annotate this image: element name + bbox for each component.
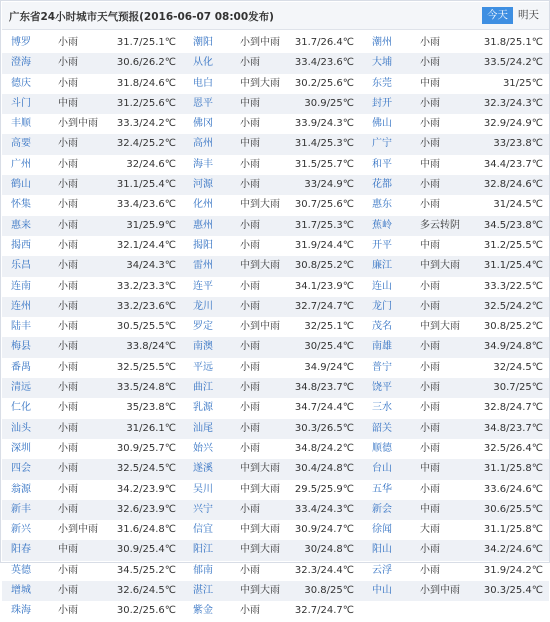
weather-text: 小雨	[58, 483, 78, 495]
temperature-range: 33.5/24.2℃	[483, 57, 543, 69]
temperature-range: 30.9/25.7℃	[116, 442, 176, 454]
city-link[interactable]: 始兴	[193, 442, 213, 454]
weather-text: 小雨	[420, 564, 440, 576]
forecast-table	[2, 33, 549, 622]
weather-text: 小雨	[420, 382, 440, 394]
city-link[interactable]: 恩平	[193, 97, 213, 109]
city-link[interactable]: 佛冈	[193, 118, 213, 130]
city-link[interactable]: 吴川	[193, 483, 213, 495]
weather-text: 小雨	[420, 402, 440, 414]
temperature-range: 32.5/26.4℃	[483, 442, 543, 454]
temperature-range: 30.6/26.2℃	[116, 57, 176, 69]
weather-text: 小雨	[240, 503, 260, 515]
city-link[interactable]: 龙川	[193, 300, 213, 312]
weather-text: 小雨	[240, 118, 260, 130]
table-row	[2, 561, 549, 581]
table-row	[2, 216, 549, 236]
temperature-range: 30.8/25℃	[304, 585, 354, 597]
city-link[interactable]: 湛江	[193, 585, 213, 597]
temperature-range: 32.1/24.4℃	[116, 239, 176, 251]
temperature-range: 34.9/24.8℃	[483, 341, 543, 353]
day-tabs	[482, 7, 544, 24]
temperature-range: 33.5/24.8℃	[116, 382, 176, 394]
city-link[interactable]: 河源	[193, 179, 213, 191]
temperature-range: 30.5/25.5℃	[116, 321, 176, 333]
weather-text: 小雨	[240, 402, 260, 414]
city-link[interactable]: 惠来	[11, 219, 31, 231]
temperature-range: 32.3/24.3℃	[483, 97, 543, 109]
city-link[interactable]: 花都	[372, 179, 392, 191]
temperature-range: 31.1/25.4℃	[483, 260, 543, 272]
city-link[interactable]: 平远	[193, 361, 213, 373]
temperature-range: 31.2/25.5℃	[483, 239, 543, 251]
city-link[interactable]: 和平	[372, 158, 392, 170]
city-link[interactable]: 高要	[11, 138, 31, 150]
temperature-range: 31/26.1℃	[126, 422, 176, 434]
temperature-range: 31.2/25.6℃	[116, 97, 176, 109]
temperature-range: 32/24.5℃	[493, 361, 543, 373]
city-link[interactable]: 澄海	[11, 57, 31, 69]
temperature-range: 30.4/24.8℃	[294, 463, 354, 475]
temperature-range: 31.5/25.7℃	[294, 158, 354, 170]
city-link[interactable]: 增城	[11, 585, 31, 597]
city-link[interactable]: 广宁	[372, 138, 392, 150]
temperature-range: 33.3/22.5℃	[483, 280, 543, 292]
weather-text: 小雨	[58, 321, 78, 333]
temperature-range: 32.6/24.5℃	[116, 585, 176, 597]
weather-text: 小雨	[58, 382, 78, 394]
weather-text: 小雨	[420, 483, 440, 495]
table-row	[2, 33, 549, 53]
weather-text: 小雨	[420, 361, 440, 373]
weather-text: 小雨	[58, 402, 78, 414]
city-link[interactable]: 从化	[193, 57, 213, 69]
weather-text: 大雨	[420, 524, 440, 536]
city-link[interactable]: 兴宁	[193, 503, 213, 515]
city-link[interactable]: 龙门	[372, 300, 392, 312]
temperature-range: 34.5/25.2℃	[116, 564, 176, 576]
weather-text: 小雨	[58, 463, 78, 475]
city-link[interactable]: 五华	[372, 483, 392, 495]
city-link[interactable]: 雷州	[193, 260, 213, 272]
temperature-range: 31.6/24.8℃	[116, 524, 176, 536]
temperature-range: 33.4/24.3℃	[294, 503, 354, 515]
table-row	[2, 398, 549, 418]
city-link[interactable]: 阳江	[193, 544, 213, 556]
table-row	[2, 53, 549, 73]
weather-text: 小雨	[240, 158, 260, 170]
temperature-range: 33.8/24℃	[126, 341, 176, 353]
weather-text: 小雨	[58, 300, 78, 312]
weather-text: 中到大雨	[420, 260, 460, 272]
table-row	[2, 581, 549, 601]
city-link[interactable]: 揭西	[11, 239, 31, 251]
temperature-range: 33.6/24.6℃	[483, 483, 543, 495]
weather-text: 小雨	[240, 422, 260, 434]
temperature-range: 34.9/24℃	[304, 361, 354, 373]
temperature-range: 31.1/25.8℃	[483, 463, 543, 475]
weather-text: 小雨	[58, 219, 78, 231]
weather-text: 小雨	[420, 341, 440, 353]
table-row	[2, 358, 549, 378]
weather-text: 小雨	[420, 97, 440, 109]
weather-text: 小雨	[58, 138, 78, 150]
temperature-range: 30/25.4℃	[304, 341, 354, 353]
table-row	[2, 114, 549, 134]
table-row	[2, 459, 549, 479]
weather-text: 小到中雨	[58, 524, 98, 536]
panel-title: 广东省24小时城市天气预报(2016-06-07 08:00发布)	[9, 11, 274, 23]
temperature-range: 32.7/24.7℃	[294, 605, 354, 617]
table-row	[2, 297, 549, 317]
temperature-range: 34.8/24.2℃	[294, 442, 354, 454]
city-link[interactable]: 遂溪	[193, 463, 213, 475]
city-link[interactable]: 封开	[372, 97, 392, 109]
temperature-range: 32.8/24.6℃	[483, 179, 543, 191]
weather-text: 小雨	[58, 605, 78, 617]
temperature-range: 31/25℃	[502, 77, 543, 89]
temperature-range: 32.7/24.7℃	[294, 300, 354, 312]
city-link[interactable]: 电白	[193, 77, 213, 89]
city-link[interactable]: 郁南	[193, 564, 213, 576]
temperature-range: 34.5/23.8℃	[483, 219, 543, 231]
city-link[interactable]: 阳春	[11, 544, 31, 556]
city-link[interactable]: 广州	[11, 158, 31, 170]
temperature-range: 31.7/25.1℃	[116, 37, 176, 48]
city-link[interactable]: 揭阳	[193, 239, 213, 251]
temperature-range: 30.3/26.5℃	[294, 422, 354, 434]
temperature-range: 30.2/25.6℃	[116, 605, 176, 617]
weather-text: 小雨	[58, 361, 78, 373]
weather-text: 小到中雨	[240, 37, 280, 48]
weather-text: 小雨	[58, 158, 78, 170]
city-link[interactable]: 博罗	[11, 37, 31, 48]
weather-text: 小雨	[58, 37, 78, 48]
city-link[interactable]: 新兴	[11, 524, 31, 536]
city-link[interactable]: 珠海	[11, 605, 31, 617]
weather-text: 小雨	[58, 199, 78, 211]
weather-text: 小雨	[240, 361, 260, 373]
table-row	[2, 277, 549, 297]
city-link[interactable]: 茂名	[372, 321, 392, 333]
weather-text: 中雨	[240, 97, 260, 109]
table-row	[2, 540, 549, 560]
temperature-range: 34.1/23.9℃	[294, 280, 354, 292]
weather-text: 小到中雨	[420, 585, 460, 597]
city-link[interactable]: 惠州	[193, 219, 213, 231]
temperature-range: 33.2/23.3℃	[116, 280, 176, 292]
temperature-range: 31.1/25.4℃	[116, 179, 176, 191]
table-row	[2, 175, 549, 195]
weather-text: 中到大雨	[240, 77, 280, 89]
city-link[interactable]: 高州	[193, 138, 213, 150]
city-link[interactable]: 韶关	[372, 422, 392, 434]
weather-text: 小雨	[420, 118, 440, 130]
city-link[interactable]: 佛山	[372, 118, 392, 130]
city-link[interactable]: 阳山	[372, 544, 392, 556]
temperature-range: 34.8/23.7℃	[294, 382, 354, 394]
city-link[interactable]: 汕头	[11, 422, 31, 434]
city-link[interactable]: 潮阳	[193, 37, 213, 48]
weather-text: 中雨	[420, 503, 440, 515]
weather-text: 小雨	[58, 585, 78, 597]
weather-text: 小雨	[240, 442, 260, 454]
weather-text: 小雨	[420, 57, 440, 69]
temperature-range: 30.9/25.4℃	[116, 544, 176, 556]
weather-text: 小雨	[58, 503, 78, 515]
panel-header	[2, 2, 549, 30]
city-link[interactable]: 顺德	[372, 442, 392, 454]
weather-text: 小雨	[58, 77, 78, 89]
weather-text: 小雨	[58, 280, 78, 292]
temperature-range: 33.4/23.6℃	[294, 57, 354, 69]
temperature-range: 33.2/23.6℃	[116, 300, 176, 312]
city-link[interactable]: 梅县	[11, 341, 31, 353]
temperature-range: 34.2/24.6℃	[483, 544, 543, 556]
city-link[interactable]: 斗门	[11, 97, 31, 109]
city-link[interactable]: 深圳	[11, 442, 31, 454]
weather-text: 中雨	[420, 463, 440, 475]
city-link[interactable]: 蕉岭	[372, 219, 392, 231]
weather-text: 小雨	[58, 341, 78, 353]
temperature-range: 35/23.8℃	[126, 402, 176, 414]
weather-text: 多云转阴	[420, 219, 460, 231]
weather-text: 小雨	[240, 239, 260, 251]
city-link[interactable]: 连州	[11, 300, 31, 312]
city-link[interactable]: 新会	[372, 503, 392, 515]
temperature-range: 32.5/24.2℃	[483, 300, 543, 312]
table-row	[2, 419, 549, 439]
city-link[interactable]: 云浮	[372, 564, 392, 576]
temperature-range: 30.9/24.7℃	[294, 524, 354, 536]
weather-text: 中到大雨	[420, 321, 460, 333]
weather-text: 中雨	[420, 77, 440, 89]
temperature-range: 34.8/23.7℃	[483, 422, 543, 434]
city-link[interactable]: 怀集	[11, 199, 31, 211]
weather-text: 小雨	[58, 57, 78, 69]
temperature-range: 34.7/24.4℃	[294, 402, 354, 414]
weather-text: 小雨	[420, 37, 440, 48]
weather-text: 中雨	[420, 158, 440, 170]
temperature-range: 30.8/25.2℃	[483, 321, 543, 333]
city-link[interactable]: 海丰	[193, 158, 213, 170]
weather-text: 小雨	[420, 199, 440, 211]
city-link[interactable]: 化州	[193, 199, 213, 211]
weather-text: 小雨	[58, 422, 78, 434]
temperature-range: 31/25.9℃	[126, 219, 176, 231]
weather-text: 中到大雨	[240, 260, 280, 272]
temperature-range: 34/24.3℃	[126, 260, 176, 272]
city-link[interactable]: 台山	[372, 463, 392, 475]
city-link[interactable]: 开平	[372, 239, 392, 251]
temperature-range: 30.7/25℃	[493, 382, 543, 394]
temperature-range: 29.5/25.9℃	[294, 483, 354, 495]
weather-text: 小雨	[240, 382, 260, 394]
temperature-range: 33.4/23.6℃	[116, 199, 176, 211]
weather-text: 小雨	[240, 341, 260, 353]
weather-text: 中到大雨	[240, 544, 280, 556]
weather-text: 小雨	[58, 179, 78, 191]
temperature-range: 31.1/25.8℃	[483, 524, 543, 536]
weather-text: 小雨	[58, 239, 78, 251]
city-link[interactable]: 大埔	[372, 57, 392, 69]
table-row	[2, 155, 549, 175]
city-link[interactable]: 英德	[11, 564, 31, 576]
temperature-range: 30.9/25℃	[304, 97, 354, 109]
table-row	[2, 378, 549, 398]
city-link[interactable]: 连平	[193, 280, 213, 292]
city-link[interactable]: 曲江	[193, 382, 213, 394]
weather-text: 中到大雨	[240, 483, 280, 495]
weather-text: 小雨	[240, 57, 260, 69]
weather-text: 小雨	[420, 179, 440, 191]
city-link[interactable]: 德庆	[11, 77, 31, 89]
temperature-range: 32.4/25.2℃	[116, 138, 176, 150]
temperature-range: 30.3/25.4℃	[483, 585, 543, 597]
temperature-range: 30/24.8℃	[304, 544, 354, 556]
city-link[interactable]: 普宁	[372, 361, 392, 373]
city-link[interactable]: 陆丰	[11, 321, 31, 333]
city-link[interactable]: 惠东	[372, 199, 392, 211]
weather-text: 小雨	[58, 260, 78, 272]
temperature-range: 32.9/24.9℃	[483, 118, 543, 130]
weather-text: 小雨	[58, 442, 78, 454]
temperature-range: 32/24.6℃	[126, 158, 176, 170]
weather-text: 小雨	[420, 300, 440, 312]
city-link[interactable]: 廉江	[372, 260, 392, 272]
temperature-range: 30.7/25.6℃	[294, 199, 354, 211]
weather-text: 中雨	[240, 138, 260, 150]
table-row	[2, 236, 549, 256]
weather-text: 中雨	[58, 544, 78, 556]
table-row	[2, 337, 549, 357]
temperature-range: 32.5/25.5℃	[116, 361, 176, 373]
city-link[interactable]: 翁源	[11, 483, 31, 495]
city-link[interactable]: 徐闻	[372, 524, 392, 536]
city-link[interactable]: 东莞	[372, 77, 392, 89]
table-row	[2, 74, 549, 94]
city-link[interactable]: 三水	[372, 402, 392, 414]
weather-text: 小雨	[240, 564, 260, 576]
weather-text: 中到大雨	[240, 524, 280, 536]
temperature-range: 33.9/24.3℃	[294, 118, 354, 130]
temperature-range: 31.9/24.4℃	[294, 239, 354, 251]
weather-text: 小雨	[240, 219, 260, 231]
temperature-range: 33/24.9℃	[304, 179, 354, 191]
city-link[interactable]: 南雄	[372, 341, 392, 353]
temperature-range: 32.6/23.9℃	[116, 503, 176, 515]
weather-text: 小雨	[240, 605, 260, 617]
weather-text: 小雨	[240, 300, 260, 312]
weather-text: 中到大雨	[240, 463, 280, 475]
city-link[interactable]: 乳源	[193, 402, 213, 414]
temperature-range: 34.4/23.7℃	[483, 158, 543, 170]
city-link[interactable]: 潮州	[372, 37, 392, 48]
table-row	[2, 439, 549, 459]
weather-text: 中雨	[420, 239, 440, 251]
temperature-range: 30.6/25.5℃	[483, 503, 543, 515]
table-row	[2, 520, 549, 540]
city-link[interactable]: 新丰	[11, 503, 31, 515]
temperature-range: 31.7/25.3℃	[294, 219, 354, 231]
weather-text: 小雨	[58, 564, 78, 576]
weather-text: 中到大雨	[240, 199, 280, 211]
city-link[interactable]: 南澳	[193, 341, 213, 353]
table-row	[2, 317, 549, 337]
weather-text: 中到大雨	[240, 585, 280, 597]
city-link[interactable]: 紫金	[193, 605, 213, 617]
weather-text: 小到中雨	[240, 321, 280, 333]
city-link[interactable]: 饶平	[372, 382, 392, 394]
table-row	[2, 601, 549, 621]
city-link[interactable]: 乐昌	[11, 260, 31, 272]
city-link[interactable]: 四会	[11, 463, 31, 475]
city-link[interactable]: 鹤山	[11, 179, 31, 191]
table-row	[2, 256, 549, 276]
temperature-range: 31.4/25.3℃	[294, 138, 354, 150]
temperature-range: 31/24.5℃	[493, 199, 543, 211]
table-row	[2, 195, 549, 215]
temperature-range: 32.8/24.7℃	[483, 402, 543, 414]
weather-text: 小雨	[240, 179, 260, 191]
weather-text: 小雨	[420, 138, 440, 150]
table-row	[2, 94, 549, 114]
temperature-range: 30.8/25.2℃	[294, 260, 354, 272]
city-link[interactable]: 连山	[372, 280, 392, 292]
city-link[interactable]: 连南	[11, 280, 31, 292]
weather-text: 小雨	[240, 280, 260, 292]
temperature-range: 31.8/24.6℃	[116, 77, 176, 89]
city-link[interactable]: 番禺	[11, 361, 31, 373]
table-row	[2, 480, 549, 500]
temperature-range: 34.2/23.9℃	[116, 483, 176, 495]
temperature-range: 33.3/24.2℃	[116, 118, 176, 130]
city-link[interactable]: 丰顺	[11, 118, 31, 130]
weather-text: 小到中雨	[58, 118, 98, 130]
temperature-range: 33/23.8℃	[493, 138, 543, 150]
city-link[interactable]: 清远	[11, 382, 31, 394]
temperature-range: 32.3/24.4℃	[294, 564, 354, 576]
tab-today[interactable]: 今天	[482, 7, 513, 24]
weather-text: 小雨	[420, 422, 440, 434]
tab-tomorrow[interactable]: 明天	[518, 9, 539, 21]
temperature-range: 32.5/24.5℃	[116, 463, 176, 475]
temperature-range: 30.2/25.6℃	[294, 77, 354, 89]
city-link[interactable]: 罗定	[193, 321, 213, 333]
temperature-range: 31.8/25.1℃	[483, 37, 543, 48]
table-row	[2, 500, 549, 520]
temperature-range: 32/25.1℃	[304, 321, 354, 333]
city-link[interactable]: 汕尾	[193, 422, 213, 434]
weather-text: 中雨	[58, 97, 78, 109]
table-row	[2, 134, 549, 154]
weather-text: 小雨	[420, 280, 440, 292]
city-link[interactable]: 中山	[372, 585, 392, 597]
weather-text: 小雨	[420, 442, 440, 454]
temperature-range: 31.9/24.2℃	[483, 564, 543, 576]
city-link[interactable]: 仁化	[11, 402, 31, 414]
temperature-range: 31.7/26.4℃	[294, 37, 354, 48]
weather-text: 小雨	[420, 544, 440, 556]
city-link[interactable]: 信宜	[193, 524, 213, 536]
